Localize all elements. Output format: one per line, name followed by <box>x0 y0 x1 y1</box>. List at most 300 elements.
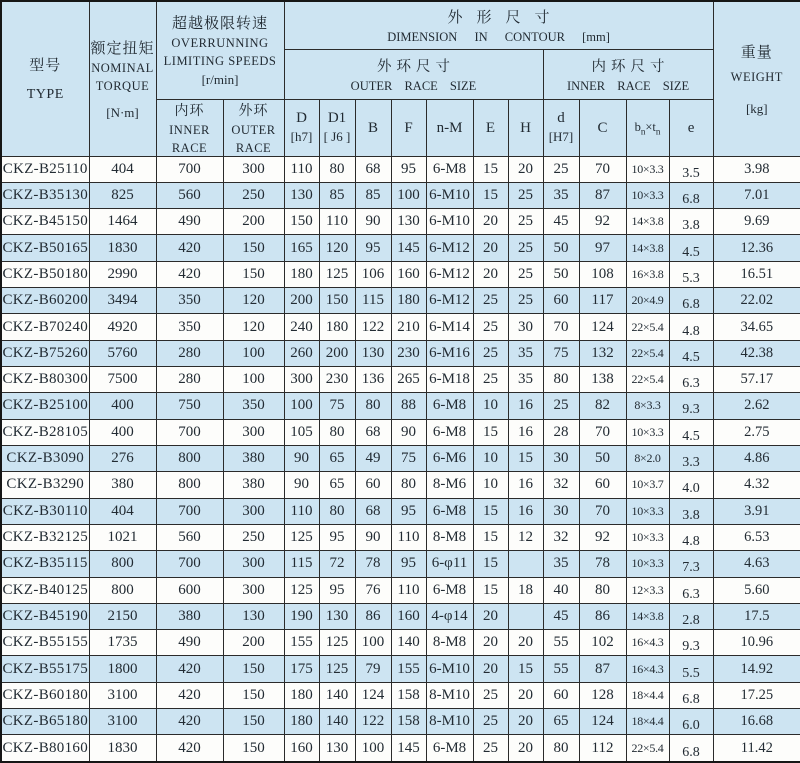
value-cell: 6-M12 <box>426 288 473 314</box>
value-cell: 150 <box>223 235 284 261</box>
value-cell: 110 <box>284 498 319 524</box>
value-cell: 5.3 <box>669 261 713 287</box>
value-cell: 6-M10 <box>426 182 473 208</box>
value-cell: 87 <box>579 182 626 208</box>
outer-size-header-en: OUTER RACE SIZE <box>350 78 477 93</box>
value-cell: 420 <box>156 235 223 261</box>
value-cell: 60 <box>543 288 579 314</box>
value-cell: 160 <box>391 603 426 629</box>
value-cell: 6-M18 <box>426 367 473 393</box>
value-cell: 30 <box>543 498 579 524</box>
value-cell: 400 <box>89 393 156 419</box>
value-cell: 50 <box>543 261 579 287</box>
col-letter-E: E <box>485 119 496 136</box>
value-cell: 15 <box>473 182 508 208</box>
value-cell: 230 <box>391 340 426 366</box>
value-cell: 6-M8 <box>426 393 473 419</box>
value-cell: 35 <box>508 367 543 393</box>
outer-size-header-zh: 外环尺寸 <box>377 58 455 75</box>
value-cell: 92 <box>579 209 626 235</box>
value-cell: 180 <box>284 261 319 287</box>
value-cell <box>508 603 543 629</box>
table-row <box>1 182 800 208</box>
value-cell: 150 <box>223 261 284 287</box>
value-cell: 250 <box>223 524 284 550</box>
table-body <box>1 156 800 762</box>
value-cell: 1021 <box>89 524 156 550</box>
value-cell: 50 <box>543 235 579 261</box>
table-row <box>1 709 800 735</box>
col-header-nM <box>426 99 473 156</box>
value-cell: 57.17 <box>713 367 800 393</box>
value-cell: 130 <box>391 209 426 235</box>
value-cell: 140 <box>319 682 355 708</box>
value-cell: 3100 <box>89 709 156 735</box>
value-cell: 2.8 <box>669 603 713 629</box>
inner-size-header-zh: 内环尺寸 <box>591 58 670 75</box>
value-cell: 90 <box>391 419 426 445</box>
model-cell: CKZ-B32125 <box>1 524 89 550</box>
value-cell: 70 <box>579 156 626 182</box>
value-cell: 140 <box>319 709 355 735</box>
value-cell: 80 <box>391 472 426 498</box>
value-cell: 105 <box>284 419 319 445</box>
value-cell: 108 <box>579 261 626 287</box>
value-cell: 3494 <box>89 288 156 314</box>
speeds-outer-en1: OUTER <box>231 122 276 137</box>
model-cell: CKZ-B60200 <box>1 288 89 314</box>
model-cell: CKZ-B3290 <box>1 472 89 498</box>
value-cell: 5760 <box>89 340 156 366</box>
value-cell: 4-φ14 <box>426 603 473 629</box>
value-cell: 380 <box>223 472 284 498</box>
value-cell: 300 <box>223 551 284 577</box>
col-header-outer-race-size <box>284 49 543 99</box>
value-cell: 90 <box>355 209 391 235</box>
value-cell: 2990 <box>89 261 156 287</box>
value-cell: 6-M8 <box>426 498 473 524</box>
value-cell: 160 <box>391 261 426 287</box>
value-cell: 175 <box>284 656 319 682</box>
value-cell: 155 <box>391 656 426 682</box>
value-cell: 20 <box>473 630 508 656</box>
col-header-bt <box>626 99 669 156</box>
value-cell: 2.75 <box>713 419 800 445</box>
value-cell: 10×3.3 <box>626 498 669 524</box>
value-cell: 68 <box>355 156 391 182</box>
value-cell: 380 <box>89 472 156 498</box>
value-cell: 3.5 <box>669 156 713 182</box>
value-cell: 800 <box>156 445 223 471</box>
value-cell: 88 <box>391 393 426 419</box>
value-cell: 100 <box>223 340 284 366</box>
value-cell: 120 <box>223 288 284 314</box>
value-cell: 200 <box>284 288 319 314</box>
value-cell: 6-φ11 <box>426 551 473 577</box>
value-cell: 20 <box>508 735 543 762</box>
value-cell: 280 <box>156 367 223 393</box>
value-cell: 3.8 <box>669 498 713 524</box>
col-letter-nM: n-M <box>436 119 463 136</box>
value-cell: 10×3.3 <box>626 419 669 445</box>
value-cell: 14×3.8 <box>626 603 669 629</box>
value-cell: 138 <box>579 367 626 393</box>
col-bracket-D: [h7] <box>290 129 313 144</box>
value-cell: 125 <box>284 577 319 603</box>
value-cell: 15 <box>473 551 508 577</box>
value-cell: 825 <box>89 182 156 208</box>
value-cell: 12.36 <box>713 235 800 261</box>
value-cell: 25 <box>543 156 579 182</box>
value-cell: 150 <box>223 735 284 762</box>
value-cell: 79 <box>355 656 391 682</box>
col-header-inner-race-size <box>543 49 713 99</box>
table-row <box>1 577 800 603</box>
value-cell: 350 <box>156 314 223 340</box>
value-cell: 420 <box>156 735 223 762</box>
value-cell: 8-M8 <box>426 524 473 550</box>
value-cell: 32 <box>543 524 579 550</box>
value-cell: 78 <box>579 551 626 577</box>
model-cell: CKZ-B40125 <box>1 577 89 603</box>
col-letter-F: F <box>404 119 413 136</box>
value-cell: 115 <box>355 288 391 314</box>
speeds-header-en2: LIMITING SPEEDS <box>163 54 277 69</box>
value-cell: 420 <box>156 682 223 708</box>
value-cell: 200 <box>223 209 284 235</box>
value-cell: 70 <box>543 314 579 340</box>
model-cell: CKZ-B45190 <box>1 603 89 629</box>
value-cell: 158 <box>391 682 426 708</box>
value-cell: 145 <box>391 735 426 762</box>
value-cell: 404 <box>89 498 156 524</box>
value-cell: 150 <box>223 656 284 682</box>
value-cell: 160 <box>284 735 319 762</box>
model-cell: CKZ-B60180 <box>1 682 89 708</box>
value-cell: 9.69 <box>713 209 800 235</box>
value-cell: 22×5.4 <box>626 735 669 762</box>
value-cell: 25 <box>543 393 579 419</box>
value-cell: 125 <box>319 630 355 656</box>
value-cell: 155 <box>284 630 319 656</box>
value-cell: 22.02 <box>713 288 800 314</box>
col-header-B <box>355 99 391 156</box>
value-cell: 15 <box>508 445 543 471</box>
value-cell: 4.5 <box>669 340 713 366</box>
model-cell: CKZ-B80160 <box>1 735 89 762</box>
value-cell: 124 <box>579 314 626 340</box>
speeds-inner-en2: RACE <box>171 140 208 155</box>
col-header-speeds-outer-race <box>223 99 284 156</box>
col-header-F <box>391 99 426 156</box>
value-cell: 95 <box>391 498 426 524</box>
value-cell: 20 <box>473 656 508 682</box>
value-cell: 11.42 <box>713 735 800 762</box>
value-cell: 115 <box>284 551 319 577</box>
value-cell: 86 <box>579 603 626 629</box>
value-cell: 124 <box>579 709 626 735</box>
value-cell: 210 <box>391 314 426 340</box>
speeds-unit: [r/min] <box>201 72 239 88</box>
value-cell: 16.68 <box>713 709 800 735</box>
value-cell: 10×3.3 <box>626 524 669 550</box>
torque-header-en1: NOMINAL <box>91 60 154 75</box>
col-header-torque <box>89 1 156 156</box>
value-cell: 3100 <box>89 682 156 708</box>
value-cell: 130 <box>223 603 284 629</box>
value-cell: 145 <box>391 235 426 261</box>
value-cell: 120 <box>319 235 355 261</box>
value-cell: 6-M16 <box>426 340 473 366</box>
value-cell: 10×3.7 <box>626 472 669 498</box>
value-cell: 110 <box>391 524 426 550</box>
value-cell: 18×4.4 <box>626 682 669 708</box>
value-cell: 75 <box>391 445 426 471</box>
value-cell: 4920 <box>89 314 156 340</box>
value-cell: 25 <box>508 209 543 235</box>
value-cell: 10×3.3 <box>626 182 669 208</box>
value-cell: 300 <box>223 419 284 445</box>
col-header-speeds <box>156 1 284 99</box>
torque-header-zh: 额定扭矩 <box>90 40 155 57</box>
value-cell: 3.3 <box>669 445 713 471</box>
value-cell: 20 <box>508 630 543 656</box>
value-cell: 25 <box>508 261 543 287</box>
value-cell: 150 <box>223 709 284 735</box>
value-cell: 150 <box>319 288 355 314</box>
value-cell: 25 <box>508 235 543 261</box>
value-cell: 117 <box>579 288 626 314</box>
value-cell: 16×4.3 <box>626 656 669 682</box>
col-header-e <box>669 99 713 156</box>
value-cell: 14.92 <box>713 656 800 682</box>
value-cell: 15 <box>508 656 543 682</box>
value-cell: 4.5 <box>669 419 713 445</box>
value-cell: 10×3.3 <box>626 156 669 182</box>
value-cell: 1464 <box>89 209 156 235</box>
table-row <box>1 156 800 182</box>
value-cell: 55 <box>543 656 579 682</box>
value-cell: 106 <box>355 261 391 287</box>
value-cell: 150 <box>284 209 319 235</box>
value-cell: 750 <box>156 393 223 419</box>
value-cell: 4.0 <box>669 472 713 498</box>
value-cell: 10 <box>473 445 508 471</box>
value-cell: 180 <box>319 314 355 340</box>
col-header-type <box>1 1 89 156</box>
value-cell: 65 <box>319 472 355 498</box>
value-cell: 45 <box>543 603 579 629</box>
value-cell: 122 <box>355 314 391 340</box>
value-cell: 20 <box>508 682 543 708</box>
col-letter-d: d <box>557 110 565 126</box>
value-cell: 7.3 <box>669 551 713 577</box>
speeds-header-en1: OVERRUNNING <box>171 36 269 51</box>
value-cell: 12 <box>508 524 543 550</box>
value-cell: 700 <box>156 498 223 524</box>
value-cell: 4.86 <box>713 445 800 471</box>
value-cell: 85 <box>355 182 391 208</box>
value-cell: 100 <box>355 735 391 762</box>
weight-header-en: WEIGHT <box>730 69 783 84</box>
col-letter-e: e <box>687 119 695 136</box>
col-header-weight <box>713 1 800 156</box>
table-row <box>1 419 800 445</box>
value-cell: 75 <box>319 393 355 419</box>
value-cell: 10 <box>473 472 508 498</box>
value-cell: 4.8 <box>669 524 713 550</box>
col-header-D <box>284 99 319 156</box>
value-cell: 140 <box>391 630 426 656</box>
value-cell: 16 <box>508 393 543 419</box>
value-cell: 102 <box>579 630 626 656</box>
value-cell: 240 <box>284 314 319 340</box>
table-row <box>1 314 800 340</box>
value-cell: 4.63 <box>713 551 800 577</box>
value-cell: 6.53 <box>713 524 800 550</box>
value-cell: 20 <box>508 709 543 735</box>
value-cell: 76 <box>355 577 391 603</box>
value-cell: 5.5 <box>669 656 713 682</box>
value-cell: 45 <box>543 209 579 235</box>
value-cell: 25 <box>473 682 508 708</box>
value-cell: 20×4.9 <box>626 288 669 314</box>
value-cell: 560 <box>156 524 223 550</box>
value-cell: 17.5 <box>713 603 800 629</box>
value-cell: 16×3.8 <box>626 261 669 287</box>
value-cell: 72 <box>319 551 355 577</box>
table-row <box>1 445 800 471</box>
value-cell: 1830 <box>89 235 156 261</box>
value-cell: 6.8 <box>669 182 713 208</box>
speeds-outer-zh: 外环 <box>238 103 269 119</box>
value-cell: 6-M12 <box>426 235 473 261</box>
value-cell: 9.3 <box>669 630 713 656</box>
model-cell: CKZ-B65180 <box>1 709 89 735</box>
model-cell: CKZ-B25100 <box>1 393 89 419</box>
model-cell: CKZ-B25110 <box>1 156 89 182</box>
value-cell: 90 <box>284 472 319 498</box>
value-cell: 25 <box>473 735 508 762</box>
value-cell: 6.3 <box>669 577 713 603</box>
table-row <box>1 393 800 419</box>
value-cell: 6-M8 <box>426 156 473 182</box>
col-header-H <box>508 99 543 156</box>
dimension-header-en: DIMENSION IN CONTOUR [mm] <box>387 29 610 44</box>
col-header-dimension <box>284 1 713 49</box>
value-cell: 80 <box>579 577 626 603</box>
value-cell: 490 <box>156 630 223 656</box>
value-cell: 80 <box>543 367 579 393</box>
value-cell: 100 <box>391 182 426 208</box>
value-cell: 42.38 <box>713 340 800 366</box>
value-cell: 3.91 <box>713 498 800 524</box>
value-cell: 80 <box>319 156 355 182</box>
value-cell: 70 <box>579 419 626 445</box>
value-cell: 30 <box>543 445 579 471</box>
model-cell: CKZ-B75260 <box>1 340 89 366</box>
value-cell: 150 <box>223 682 284 708</box>
value-cell: 15 <box>473 577 508 603</box>
value-cell: 5.60 <box>713 577 800 603</box>
value-cell: 17.25 <box>713 682 800 708</box>
value-cell: 25 <box>473 288 508 314</box>
value-cell: 34.65 <box>713 314 800 340</box>
value-cell: 110 <box>391 577 426 603</box>
value-cell: 25 <box>473 367 508 393</box>
value-cell: 15 <box>473 524 508 550</box>
value-cell: 136 <box>355 367 391 393</box>
value-cell: 800 <box>156 472 223 498</box>
value-cell: 124 <box>355 682 391 708</box>
value-cell: 70 <box>579 498 626 524</box>
value-cell: 6.0 <box>669 709 713 735</box>
value-cell: 190 <box>284 603 319 629</box>
value-cell: 78 <box>355 551 391 577</box>
value-cell: 280 <box>156 340 223 366</box>
value-cell: 404 <box>89 156 156 182</box>
value-cell: 6.8 <box>669 682 713 708</box>
value-cell: 6-M14 <box>426 314 473 340</box>
value-cell: 6-M12 <box>426 261 473 287</box>
value-cell: 400 <box>89 419 156 445</box>
model-cell: CKZ-B3090 <box>1 445 89 471</box>
value-cell: 12×3.3 <box>626 577 669 603</box>
table-row <box>1 235 800 261</box>
value-cell: 130 <box>284 182 319 208</box>
value-cell: 80 <box>319 419 355 445</box>
col-bracket-d: [H7] <box>548 129 574 144</box>
value-cell: 420 <box>156 709 223 735</box>
value-cell: 35 <box>543 182 579 208</box>
value-cell: 260 <box>284 340 319 366</box>
value-cell: 95 <box>391 156 426 182</box>
value-cell: 75 <box>543 340 579 366</box>
value-cell: 700 <box>156 551 223 577</box>
value-cell: 122 <box>355 709 391 735</box>
value-cell: 350 <box>223 393 284 419</box>
col-header-E <box>473 99 508 156</box>
value-cell: 4.32 <box>713 472 800 498</box>
value-cell: 25 <box>473 340 508 366</box>
model-cell: CKZ-B35130 <box>1 182 89 208</box>
value-cell: 95 <box>319 577 355 603</box>
value-cell: 55 <box>543 630 579 656</box>
value-cell: 85 <box>319 182 355 208</box>
value-cell: 60 <box>355 472 391 498</box>
value-cell: 35 <box>508 340 543 366</box>
model-cell: CKZ-B70240 <box>1 314 89 340</box>
value-cell: 1830 <box>89 735 156 762</box>
value-cell: 420 <box>156 656 223 682</box>
value-cell: 90 <box>284 445 319 471</box>
col-letter-bt: $b_n\times t_n$ <box>634 120 661 137</box>
value-cell: 8-M8 <box>426 630 473 656</box>
inner-size-header-en: INNER RACE SIZE <box>566 78 690 93</box>
type-header-en: TYPE <box>26 87 64 103</box>
col-letter-D: D <box>296 110 307 126</box>
value-cell: 4.8 <box>669 314 713 340</box>
value-cell: 10 <box>473 393 508 419</box>
value-cell: 68 <box>355 498 391 524</box>
col-bracket-D1: [ J6 ] <box>323 129 351 144</box>
value-cell: 14×3.8 <box>626 235 669 261</box>
value-cell: 20 <box>473 603 508 629</box>
value-cell: 6-M6 <box>426 445 473 471</box>
speeds-inner-zh: 内环 <box>174 103 205 119</box>
value-cell: 380 <box>156 603 223 629</box>
value-cell: 65 <box>319 445 355 471</box>
